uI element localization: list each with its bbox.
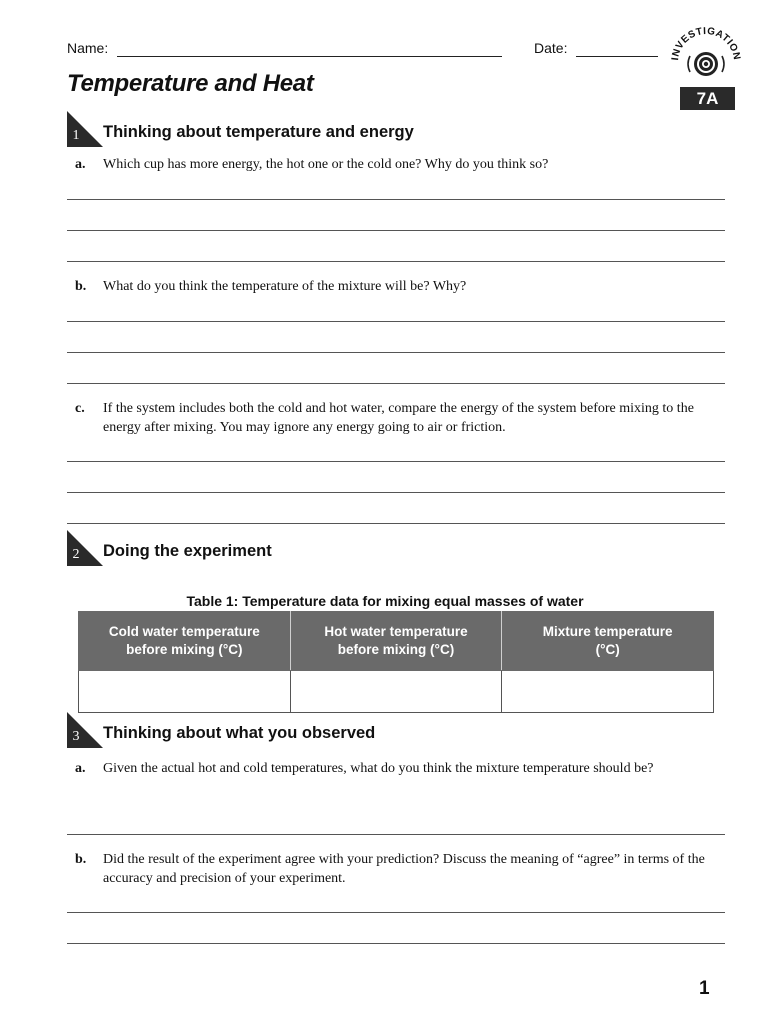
section-number: 1 [72, 128, 80, 143]
name-label: Name: [67, 40, 109, 56]
question-letter: a. [75, 761, 86, 776]
answer-line[interactable] [67, 230, 725, 231]
page-number: 1 [699, 978, 710, 999]
answer-line[interactable] [67, 461, 725, 462]
column-header-hot [290, 612, 502, 671]
hot-temperature-cell[interactable] [290, 671, 502, 713]
question-text: Did the result of the experiment agree with your prediction? Discuss the meaning of “agree” in terms of the accuracy and precision of your experiment. [103, 852, 705, 886]
badge-text: INVESTIGATION [670, 25, 742, 62]
question-letter: b. [75, 852, 87, 867]
question-text: What do you think the temperature of the mixture will be? Why? [103, 279, 467, 294]
question-letter: c. [75, 401, 85, 416]
question-letter: a. [75, 157, 86, 172]
target-icon [688, 52, 724, 76]
section-number: 3 [72, 729, 80, 744]
answer-line[interactable] [67, 321, 725, 322]
table-caption: Table 1: Temperature data for mixing equal masses of water [186, 593, 584, 609]
answer-line[interactable] [67, 492, 725, 493]
answer-line[interactable] [67, 523, 725, 524]
column-header-cold [79, 612, 291, 671]
date-field[interactable] [576, 56, 658, 57]
temperature-data-table [78, 611, 714, 713]
section-heading: Thinking about what you observed [103, 724, 376, 742]
column-header-mixture [502, 612, 714, 671]
investigation-number: 7A [680, 87, 735, 110]
column-header-line: Cold water temperature [108, 624, 260, 639]
answer-line[interactable] [67, 199, 725, 200]
answer-line[interactable] [67, 943, 725, 944]
column-header-line: before mixing (°C) [337, 642, 455, 657]
column-header-line: (°C) [595, 642, 620, 657]
investigation-badge [668, 22, 742, 88]
question-letter: b. [75, 279, 87, 294]
answer-line[interactable] [67, 261, 725, 262]
column-header-line: before mixing (°C) [126, 642, 243, 657]
table-row [79, 671, 714, 713]
section-number: 2 [72, 547, 80, 562]
cold-temperature-cell[interactable] [79, 671, 291, 713]
question-text: If the system includes both the cold and hot water, compare the energy of the system before mixing to the energy after mixing. You may ignore any energy going to air or friction. [103, 401, 694, 435]
page-title: Temperature and Heat [67, 70, 314, 97]
table-header-row [79, 612, 714, 671]
question-text: Which cup has more energy, the hot one or the cold one? Why do you think so? [103, 157, 549, 172]
section-heading: Doing the experiment [103, 542, 272, 560]
answer-line[interactable] [67, 912, 725, 913]
name-field[interactable] [117, 56, 502, 57]
column-header-line: Mixture temperature [542, 624, 673, 639]
answer-line[interactable] [67, 383, 725, 384]
mixture-temperature-cell[interactable] [502, 671, 714, 713]
question-text: Given the actual hot and cold temperatures, what do you think the mixture temperature should be? [103, 761, 654, 776]
answer-line[interactable] [67, 352, 725, 353]
column-header-line: Hot water temperature [324, 624, 468, 639]
date-label: Date: [534, 40, 568, 56]
answer-line[interactable] [67, 834, 725, 835]
section-heading: Thinking about temperature and energy [103, 123, 414, 141]
